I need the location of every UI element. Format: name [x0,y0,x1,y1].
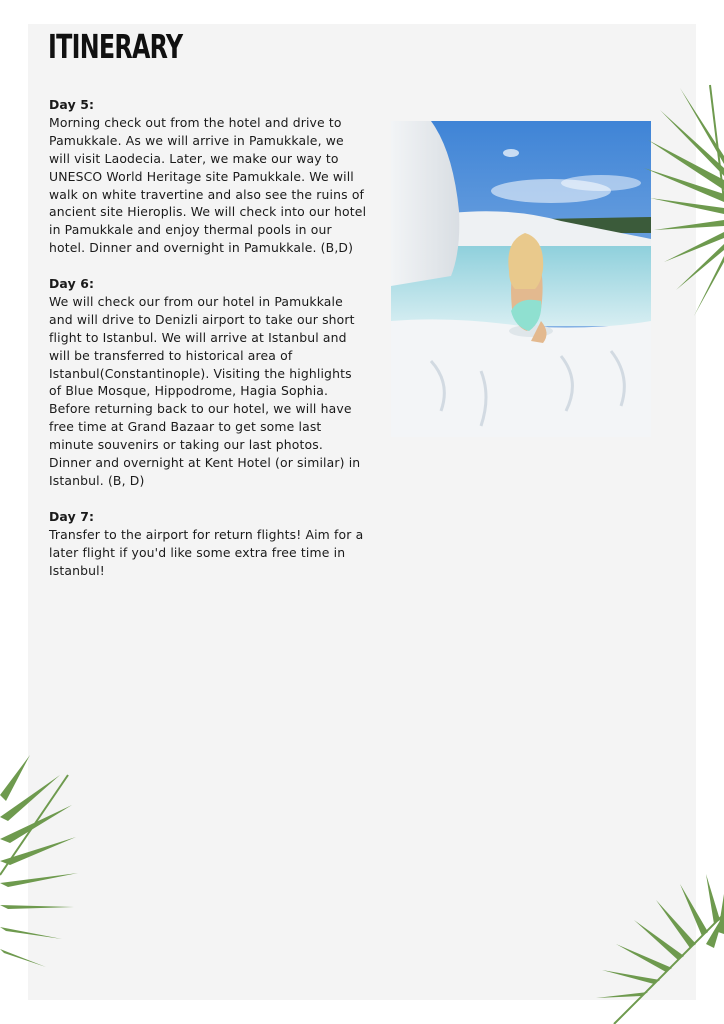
pamukkale-photo [391,121,651,437]
palm-leaf-icon [640,80,724,320]
palm-leaf-icon [0,755,80,970]
day-7-description: Transfer to the airport for return flights! Aim for a later flight if you'd like some extra free time in Istanbul! [49,526,364,578]
page-title: ITINERARY [48,27,183,66]
day-5-description: Morning check out from the hotel and drive to Pamukkale. As we will arrive in Pamukkale, we will visit Laodecia. Later, we make our way to UNESCO World Heritage site Pamukkale. We will walk on white travertine and also see the ruins of ancient site Hieroplis. We will check into our hotel in Pamukkale and enjoy thermal pools in our hotel. Dinner and overnight in Pamukkale. (B,D) [49,114,367,256]
palm-leaf-icon [594,874,724,1024]
day-7-section [49,508,367,580]
day-5-section [49,96,367,257]
day-7-label: Day 7: [49,508,95,524]
itinerary-content [49,96,367,597]
day-6-section [49,275,367,490]
day-6-label: Day 6: [49,276,95,292]
day-5-label: Day 5: [49,97,95,112]
day-6-description: We will check our from our hotel in Pamukkale and will drive to Denizli airport to take our short flight to Istanbul. We will arrive at Istanbul and will be transferred to historical area of Istanbul(Constantinople). Visiting the highlights of Blue Mosque, Hippodrome, Hagia Sophia. Before returning back to our hotel, we will have free time at Grand Bazaar to get some last minute souvenirs or taking our last photos. Dinner and overnight at Kent Hotel (or similar) in Istanbul. (B, D) [49,293,361,489]
